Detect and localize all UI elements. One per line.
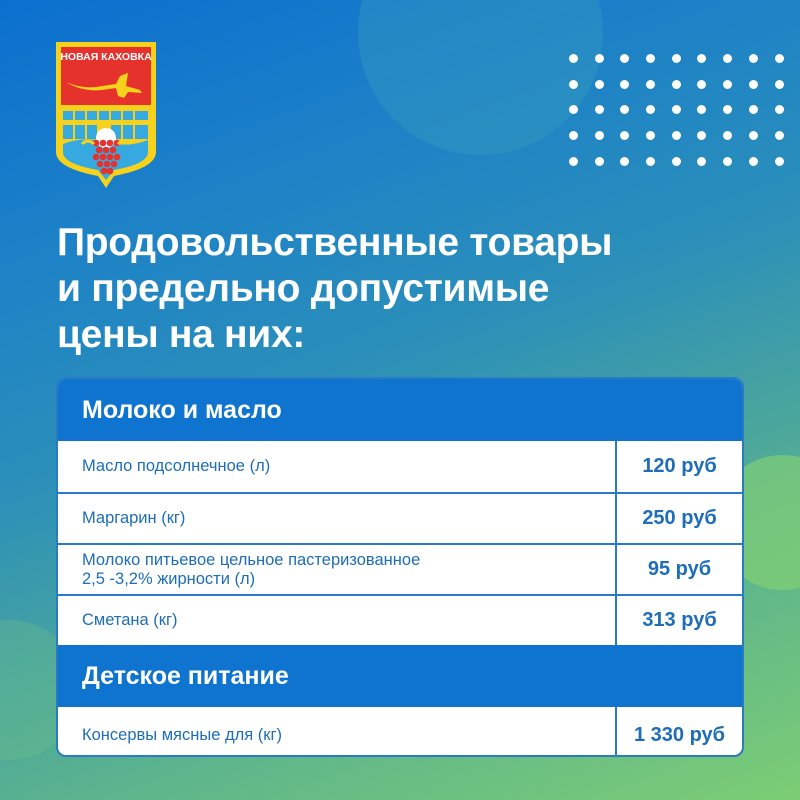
decorative-dot [569,80,578,89]
decorative-dot [672,54,681,63]
decorative-dot [775,54,784,63]
decorative-dot [569,105,578,114]
decorative-dot [620,157,629,166]
product-price: 313 руб [642,609,717,631]
decorative-dot [620,105,629,114]
decorative-dot [749,105,758,114]
decorative-dot [749,157,758,166]
decorative-dot [646,157,655,166]
decorative-dot [569,131,578,140]
decorative-dot [697,105,706,114]
section-heading-baby-food: Детское питание [58,645,742,707]
decorative-dot [775,131,784,140]
decorative-dot [672,80,681,89]
decorative-dot [672,131,681,140]
table-row [58,441,742,492]
title-line-1: Продовольственные товары [57,221,613,264]
decorative-dot [749,131,758,140]
decorative-dot [672,105,681,114]
decorative-dot [723,105,732,114]
product-price: 95 руб [647,558,712,580]
product-price: 250 руб [642,507,717,529]
decorative-dot [620,80,629,89]
decorative-dot [749,54,758,63]
product-name [58,545,617,594]
decorative-dot [723,131,732,140]
city-emblem-icon [54,40,158,190]
decorative-dot [595,157,604,166]
decorative-dot [595,80,604,89]
product-name-line-1: Молоко питьевое цельное пастеризованное [82,550,421,569]
decorative-dot [723,157,732,166]
product-name: Сметана (кг) [58,596,617,645]
decorative-dot [620,131,629,140]
product-name: Масло подсолнечное (л) [58,441,617,492]
product-name: Консервы мясные для (кг) [58,707,617,757]
decorative-dot [595,105,604,114]
table-row [58,543,742,594]
decorative-dot [646,80,655,89]
title-line-3: цены на них: [57,313,306,356]
product-price: 120 руб [642,455,717,477]
table-row [58,594,742,645]
emblem-label: НОВАЯ КАХОВКА [60,51,152,63]
table-row [58,707,742,757]
product-name-line-2: 2,5 -3,2% жирности (л) [82,569,256,588]
decorative-dot [697,54,706,63]
title-line-2: и предельно допустимые [57,267,550,310]
decorative-dot [569,157,578,166]
decorative-dot [697,80,706,89]
decorative-dot-grid [569,54,800,182]
product-name: Маргарин (кг) [58,494,617,543]
decorative-dot [723,54,732,63]
decorative-dot [646,131,655,140]
decorative-dot [646,105,655,114]
decorative-dot [620,54,629,63]
page-title [57,220,707,358]
decorative-dot [595,131,604,140]
decorative-dot [672,157,681,166]
decorative-dot [697,157,706,166]
decorative-dot [723,80,732,89]
price-table [56,377,744,757]
background-circle-top [358,0,603,155]
decorative-dot [569,54,578,63]
decorative-dot [749,80,758,89]
decorative-dot [775,105,784,114]
decorative-dot [697,131,706,140]
decorative-dot [595,54,604,63]
decorative-dot [775,80,784,89]
decorative-dot [775,157,784,166]
decorative-dot [646,54,655,63]
section-heading-milk-and-butter: Молоко и масло [58,379,742,441]
table-row [58,492,742,543]
product-price: 1 330 руб [633,723,726,746]
